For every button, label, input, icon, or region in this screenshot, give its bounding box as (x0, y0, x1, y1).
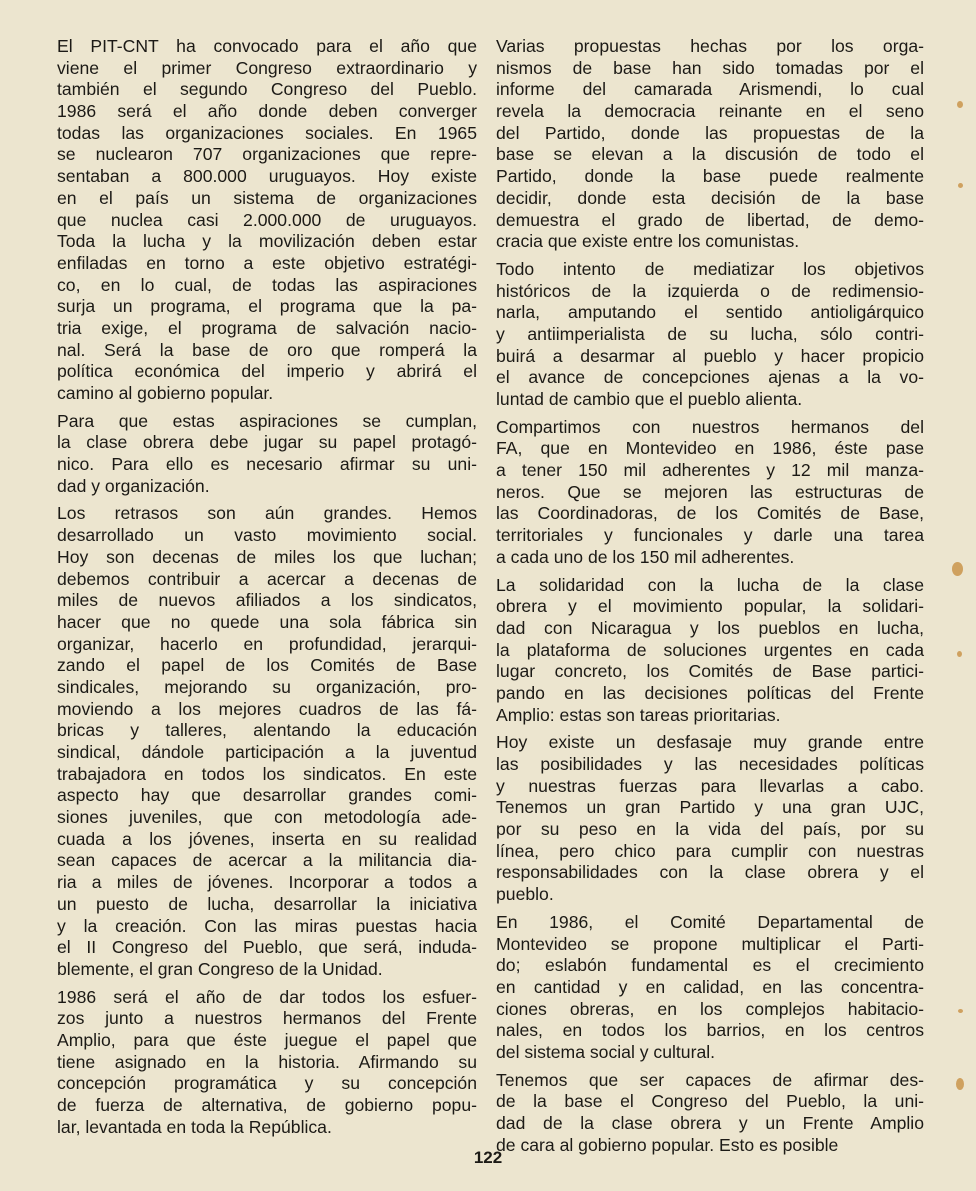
text-line: tria exige, el programa de salvación nacio- (57, 317, 477, 338)
text-line: hacer que no quede una sola fábrica sin (57, 611, 477, 632)
text-line: también el segundo Congreso del Pueblo. (57, 79, 477, 100)
text-line: el II Congreso del Pueblo, que será, induda- (57, 937, 477, 958)
text-line: lugar concreto, los Comités de Base partici- (496, 661, 924, 682)
text-line: viene el primer Congreso extraordinario y (57, 57, 477, 78)
paragraph (496, 36, 924, 253)
text-line: Tenemos que ser capaces de afirmar des- (496, 1069, 924, 1090)
text-line: la plataforma de soluciones urgentes en cada (496, 639, 924, 660)
text-line: neros. Que se mejoren las estructuras de (496, 481, 924, 502)
right-column (496, 36, 924, 1156)
text-line: siones juveniles, que con metodología ade- (57, 807, 477, 828)
paper-speck (956, 1078, 964, 1090)
text-line: Partido, donde la base puede realmente (496, 166, 924, 187)
text-line: camino al gobierno popular. (57, 383, 274, 403)
text-line: de cara al gobierno popular. Esto es posible (496, 1134, 839, 1155)
text-line: ria a miles de jóvenes. Incorporar a todos a (57, 872, 477, 893)
paragraph (496, 417, 924, 569)
paragraph (496, 259, 924, 411)
text-line: obrera y el movimiento popular, la solidari- (496, 596, 924, 617)
text-line: Amplio, para que éste juegue el papel que (57, 1029, 477, 1050)
text-line: nal. Será la base de oro que romperá la (57, 339, 477, 360)
text-line: El PIT-CNT ha convocado para el año que (57, 36, 477, 56)
text-line: ciones obreras, en los complejos habitacio- (496, 998, 924, 1019)
text-line: en el país un sistema de organizaciones (57, 187, 477, 208)
text-line: por su peso en la vida del país, por su (496, 819, 924, 840)
text-line: co, en lo cual, de todas las aspiraciones (57, 274, 477, 295)
text-line: 1986 será el año de dar todos los esfuer- (57, 986, 477, 1007)
text-line: informe del camarada Arismendi, lo cual (496, 79, 924, 100)
text-line: un puesto de lucha, desarrollar la iniciativa (57, 893, 477, 914)
text-line: que nuclea casi 2.000.000 de uruguayos. (57, 209, 477, 230)
paper-speck (957, 651, 962, 657)
text-line: zos junto a nuestros hermanos del Frente (57, 1008, 477, 1029)
text-line: Toda la lucha y la movilización deben estar (57, 231, 477, 252)
text-line: dad con Nicaragua y los pueblos en lucha, (496, 617, 924, 638)
text-line: decidir, donde esta decisión de la base (496, 187, 924, 208)
text-line: nismos de base han sido tomadas por el (496, 57, 924, 78)
text-line: bricas y talleres, alentando la educación (57, 720, 477, 741)
text-line: pueblo. (496, 884, 554, 905)
text-line: sindicales, mejorando su organización, pro- (57, 676, 477, 697)
text-line: blemente, el gran Congreso de la Unidad. (57, 958, 383, 979)
text-line: sean capaces de acercar a la militancia dia- (57, 850, 477, 871)
text-line: en cantidad y en calidad, en las concentra- (496, 976, 924, 997)
text-line: las posibilidades y las necesidades políticas (496, 754, 924, 774)
text-line: Amplio: estas son tareas prioritarias. (496, 704, 781, 725)
text-line: luntad de cambio que el pueblo alienta. (496, 389, 803, 409)
text-line: En 1986, el Comité Departamental de (496, 911, 924, 932)
text-line: demuestra el grado de libertad, de demo- (496, 209, 924, 230)
text-line: del sistema social y cultural. (496, 1041, 716, 1062)
text-line: do; eslabón fundamental es el crecimiento (496, 955, 924, 976)
text-line: Compartimos con nuestros hermanos del (496, 416, 924, 437)
text-line: a cada uno de los 150 mil adherentes. (496, 546, 795, 567)
text-line: base se elevan a la discusión de todo el (496, 144, 924, 165)
paragraph (57, 36, 477, 405)
text-line: política económica del imperio y abrirá el (57, 361, 477, 382)
text-line: sindical, dándole participación a la juventud (57, 742, 477, 762)
paragraph (496, 575, 924, 727)
text-line: narla, amputando el sentido antioligárquico (496, 302, 924, 323)
text-line: debemos contribuir a acercar a decenas de (57, 568, 477, 589)
text-line: tiene asignado en la historia. Afirmando su (57, 1051, 477, 1072)
text-line: Hoy existe un desfasaje muy grande entre (496, 732, 924, 753)
paragraph (496, 1070, 924, 1157)
text-line: cracia que existe entre los comunistas. (496, 231, 800, 252)
paper-speck (952, 562, 963, 576)
text-line: surja un programa, el programa que la pa- (57, 296, 477, 317)
paper-speck (958, 1009, 963, 1013)
text-line: de fuerza de alternativa, de gobierno popu- (57, 1095, 477, 1115)
text-line: FA, que en Montevideo en 1986, éste pase (496, 438, 924, 459)
text-line: del Partido, donde las propuestas de la (496, 122, 924, 143)
text-line: dad y organización. (57, 475, 210, 496)
paragraph (57, 987, 477, 1139)
text-line: de la base el Congreso del Pueblo, la uni- (496, 1091, 924, 1112)
text-line: y la creación. Con las miras puestas hacia (57, 915, 477, 936)
text-line: buirá a desarmar al pueblo y hacer propicio (496, 345, 924, 366)
text-line: desarrollado un vasto movimiento social. (57, 525, 477, 546)
text-line: miles de nuevos afiliados a los sindicatos, (57, 590, 477, 611)
text-line: cuada a los jóvenes, inserta en su realidad (57, 828, 477, 849)
paragraph (496, 912, 924, 1064)
text-line: históricos de la izquierda o de redimensio- (496, 280, 924, 301)
text-line: se nuclearon 707 organizaciones que repre- (57, 144, 477, 165)
text-line: y antiimperialista de su lucha, sólo contri- (496, 323, 924, 344)
text-line: territoriales y funcionales y darle una tarea (496, 525, 924, 546)
text-line: el avance de concepciones ajenas a la vo- (496, 367, 924, 388)
page-number: 122 (473, 1148, 503, 1167)
text-line: organizar, hacerlo en profundidad, jerarqui- (57, 633, 477, 654)
text-line: Todo intento de mediatizar los objetivos (496, 258, 924, 279)
text-line: concepción programática y su concepción (57, 1073, 477, 1094)
text-line: Montevideo se propone multiplicar el Parti- (496, 933, 924, 954)
text-line: Hoy son decenas de miles los que luchan; (57, 546, 477, 567)
text-line: pando en las decisiones políticas del Frente (496, 682, 924, 703)
paper-speck (957, 101, 963, 108)
paragraph (57, 503, 477, 980)
text-line: responsabilidades con la clase obrera y el (496, 862, 924, 883)
text-line: la clase obrera debe jugar su papel protagó- (57, 432, 477, 453)
text-line: 1986 será el año donde deben converger (57, 101, 477, 122)
text-line: línea, pero chico para cumplir con nuestras (496, 840, 924, 861)
text-line: nales, en todos los barrios, en los centros (496, 1020, 924, 1041)
text-line: Los retrasos son aún grandes. Hemos (57, 503, 477, 524)
text-line: zando el papel de los Comités de Base (57, 655, 477, 676)
text-line: sentaban a 800.000 uruguayos. Hoy existe (57, 166, 477, 187)
text-line: y nuestras fuerzas para llevarlas a cabo. (496, 775, 924, 796)
text-line: aspecto hay que desarrollar grandes comi- (57, 785, 477, 806)
text-line: revela la democracia reinante en el seno (496, 101, 924, 122)
text-line: La solidaridad con la lucha de la clase (496, 574, 924, 595)
paragraph (496, 732, 924, 906)
text-line: nico. Para ello es necesario afirmar su uni- (57, 454, 477, 475)
paper-speck (958, 183, 963, 188)
text-line: las Coordinadoras, de los Comités de Base, (496, 503, 924, 524)
text-line: a tener 150 mil adherentes y 12 mil manza- (496, 460, 924, 481)
text-line: todas las organizaciones sociales. En 1965 (57, 122, 477, 143)
text-line: Varias propuestas hechas por los orga- (496, 36, 924, 56)
paragraph (57, 411, 477, 498)
left-column (57, 36, 477, 1138)
text-line: Tenemos un gran Partido y una gran UJC, (496, 797, 924, 818)
text-line: trabajadora en todos los sindicatos. En este (57, 763, 477, 784)
text-line: Para que estas aspiraciones se cumplan, (57, 410, 477, 431)
text-line: enfiladas en torno a este objetivo estratégi- (57, 252, 477, 273)
text-line: lar, levantada en toda la República. (57, 1116, 332, 1137)
text-line: dad de la clase obrera y un Frente Amplio (496, 1113, 924, 1133)
text-line: moviendo a los mejores cuadros de las fá- (57, 698, 477, 719)
